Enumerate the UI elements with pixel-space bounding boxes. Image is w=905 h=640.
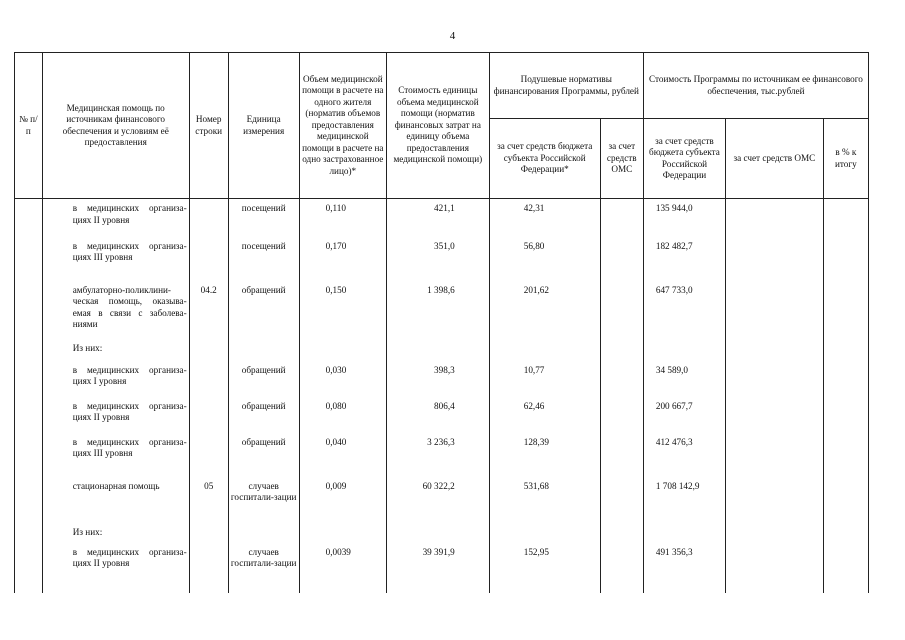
cell-pct <box>823 397 868 433</box>
cell-cbudget: 647 733,0 <box>643 281 725 339</box>
cell-oms <box>600 339 643 361</box>
cell-unit: случаев госпитали-зации <box>228 543 299 593</box>
cell-coms <box>726 523 824 543</box>
cell-num <box>15 523 43 543</box>
program-cost-table <box>14 52 869 593</box>
header-name: Медицинская помощь по источникам финансового обеспечения и условиям её предоставления <box>42 53 189 199</box>
cell-unit: обращений <box>228 433 299 477</box>
cell-cost: 60 322,2 <box>386 477 489 523</box>
cell-budget <box>489 523 600 543</box>
cell-cbudget: 135 944,0 <box>643 199 725 237</box>
cell-line <box>189 237 228 281</box>
cell-coms <box>726 199 824 237</box>
cell-cbudget <box>643 339 725 361</box>
cell-name: Из них: <box>42 339 189 361</box>
cell-cbudget: 412 476,3 <box>643 433 725 477</box>
cell-cbudget: 200 667,7 <box>643 397 725 433</box>
cell-budget: 201,62 <box>489 281 600 339</box>
cell-budget: 56,80 <box>489 237 600 281</box>
cell-num <box>15 199 43 237</box>
cell-pct <box>823 199 868 237</box>
cell-line <box>189 361 228 397</box>
cell-oms <box>600 523 643 543</box>
cell-pct <box>823 339 868 361</box>
cell-cbudget: 1 708 142,9 <box>643 477 725 523</box>
cell-oms <box>600 281 643 339</box>
header-group-cost: Стоимость Программы по источникам ее финансового обеспечения, тыс.рублей <box>643 53 868 119</box>
cell-line <box>189 433 228 477</box>
header-volume: Объем медицинской помощи в расчете на одного жителя (норматив объемов предоставления медицинской помощи в расчете на одно застрахованное лицо)* <box>299 53 386 199</box>
cell-num <box>15 237 43 281</box>
cell-pct <box>823 523 868 543</box>
cell-unit: обращений <box>228 281 299 339</box>
cell-coms <box>726 543 824 593</box>
cell-name: амбулаторно-поликлини-ческая помощь, оказыва-емая в связи с заболева-ниями <box>42 281 189 339</box>
cell-coms <box>726 281 824 339</box>
cell-line <box>189 339 228 361</box>
cell-num <box>15 397 43 433</box>
table-row <box>15 237 869 281</box>
cell-oms <box>600 237 643 281</box>
cell-cbudget: 34 589,0 <box>643 361 725 397</box>
cell-coms <box>726 477 824 523</box>
cell-name: в медицинских организа-циях II уровня <box>42 397 189 433</box>
cell-cost: 3 236,3 <box>386 433 489 477</box>
cell-num <box>15 281 43 339</box>
table-row <box>15 543 869 593</box>
table-row <box>15 397 869 433</box>
cell-pct <box>823 281 868 339</box>
cell-pct <box>823 433 868 477</box>
cell-oms <box>600 361 643 397</box>
cell-pct <box>823 237 868 281</box>
header-num: № п/п <box>15 53 43 199</box>
cell-volume: 0,170 <box>299 237 386 281</box>
cell-unit: обращений <box>228 361 299 397</box>
cell-cost: 421,1 <box>386 199 489 237</box>
header-line: Номер строки <box>189 53 228 199</box>
cell-unit: посещений <box>228 199 299 237</box>
cell-volume: 0,040 <box>299 433 386 477</box>
header-norm-oms: за счет средств ОМС <box>600 119 643 199</box>
cell-cost <box>386 523 489 543</box>
cell-name: стационарная помощь <box>42 477 189 523</box>
cell-num <box>15 361 43 397</box>
header-cost-pct: в % к итогу <box>823 119 868 199</box>
cell-name: в медицинских организа-циях II уровня <box>42 199 189 237</box>
cell-volume: 0,080 <box>299 397 386 433</box>
cell-oms <box>600 199 643 237</box>
cell-coms <box>726 433 824 477</box>
cell-budget: 152,95 <box>489 543 600 593</box>
cell-line <box>189 523 228 543</box>
cell-name: в медицинских организа-циях III уровня <box>42 433 189 477</box>
cell-unit: обращений <box>228 397 299 433</box>
cell-volume <box>299 523 386 543</box>
cell-budget: 128,39 <box>489 433 600 477</box>
cell-volume: 0,0039 <box>299 543 386 593</box>
cell-cost: 39 391,9 <box>386 543 489 593</box>
cell-unit: посещений <box>228 237 299 281</box>
cell-pct <box>823 543 868 593</box>
cell-unit <box>228 339 299 361</box>
cell-volume: 0,110 <box>299 199 386 237</box>
cell-oms <box>600 433 643 477</box>
cell-volume <box>299 339 386 361</box>
cell-unit: случаев госпитали-зации <box>228 477 299 523</box>
cell-cost: 806,4 <box>386 397 489 433</box>
header-norm-budget: за счет средств бюджета субъекта Российской Федерации* <box>489 119 600 199</box>
cell-cost: 1 398,6 <box>386 281 489 339</box>
cell-line: 04.2 <box>189 281 228 339</box>
table-row <box>15 361 869 397</box>
cell-name: Из них: <box>42 523 189 543</box>
cell-num <box>15 433 43 477</box>
cell-cost: 351,0 <box>386 237 489 281</box>
cell-name: в медицинских организа-циях III уровня <box>42 237 189 281</box>
header-cost-budget: за счет средств бюджета субъекта Российской Федерации <box>643 119 725 199</box>
cell-volume: 0,009 <box>299 477 386 523</box>
cell-line <box>189 397 228 433</box>
cell-cbudget: 491 356,3 <box>643 543 725 593</box>
cell-line <box>189 543 228 593</box>
cell-coms <box>726 339 824 361</box>
cell-cost: 398,3 <box>386 361 489 397</box>
cell-coms <box>726 361 824 397</box>
cell-budget <box>489 339 600 361</box>
header-group-norms: Подушевые нормативы финансирования Программы, рублей <box>489 53 643 119</box>
cell-oms <box>600 543 643 593</box>
cell-coms <box>726 397 824 433</box>
cell-num <box>15 477 43 523</box>
cell-volume: 0,030 <box>299 361 386 397</box>
table-row <box>15 281 869 339</box>
header-cost: Стоимость единицы объема медицинской помощи (норматив финансовых затрат на единицу объема предоставления медицинской помощи) <box>386 53 489 199</box>
cell-oms <box>600 477 643 523</box>
cell-budget: 62,46 <box>489 397 600 433</box>
cell-num <box>15 339 43 361</box>
cell-budget: 42,31 <box>489 199 600 237</box>
header-cost-oms: за счет средств ОМС <box>726 119 824 199</box>
cell-budget: 531,68 <box>489 477 600 523</box>
cell-pct <box>823 361 868 397</box>
header-unit: Единица измерения <box>228 53 299 199</box>
table-body <box>15 199 869 593</box>
table-row <box>15 433 869 477</box>
cell-budget: 10,77 <box>489 361 600 397</box>
table-row <box>15 523 869 543</box>
table-header <box>15 53 869 199</box>
table-row <box>15 199 869 237</box>
table-row <box>15 339 869 361</box>
cell-pct <box>823 477 868 523</box>
cell-cbudget <box>643 523 725 543</box>
cell-volume: 0,150 <box>299 281 386 339</box>
cell-line: 05 <box>189 477 228 523</box>
page-number: 4 <box>449 30 456 42</box>
cell-cost <box>386 339 489 361</box>
cell-cbudget: 182 482,7 <box>643 237 725 281</box>
cell-line <box>189 199 228 237</box>
cell-name: в медицинских организа-циях II уровня <box>42 543 189 593</box>
cell-unit <box>228 523 299 543</box>
cell-coms <box>726 237 824 281</box>
table-row <box>15 477 869 523</box>
cell-num <box>15 543 43 593</box>
cell-oms <box>600 397 643 433</box>
cell-name: в медицинских организа-циях I уровня <box>42 361 189 397</box>
